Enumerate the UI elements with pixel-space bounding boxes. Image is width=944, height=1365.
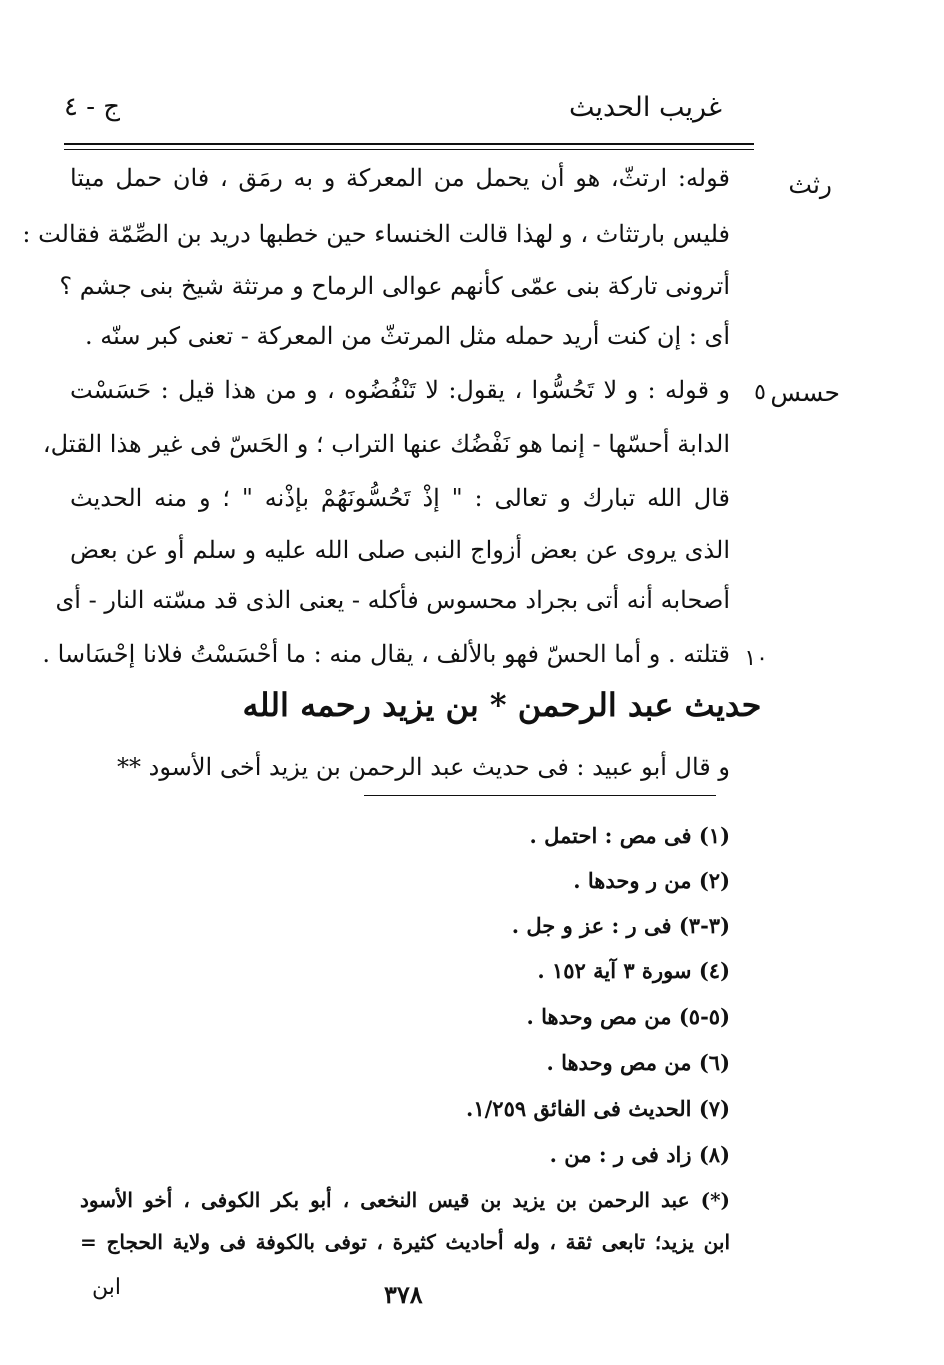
- line-number-5: ٥: [754, 380, 766, 405]
- body-line: أصحابه أنه أتى بجراد محسوس فأكله - يعنى الذى قد مسّته النار - أى: [55, 586, 730, 614]
- page-number: ٣٧٨: [384, 1280, 423, 1309]
- body-line: أترونى تاركة بنى عمّى كأنهم عوالى الرماح و مرتثة شيخ بنى جشم ؟: [59, 272, 730, 300]
- body-line: قتلته . و أما الحسّ فهو بالألف ، يقال منه : ما أحْسَسْتُ فلانا إحْسَاسا .: [42, 640, 730, 668]
- section-intro: و قال أبو عبيد : فى حديث عبد الرحمن بن يزيد أخى الأسود **: [117, 753, 730, 781]
- footnote-item: (٥-٥) من مص وحدها .: [526, 1004, 730, 1029]
- line-number-10: ١٠: [744, 646, 768, 671]
- footnote-item: (١) فى مص : احتمل .: [529, 823, 730, 848]
- footnote-star-line: (*) عبد الرحمن بن يزيد بن قيس النخعى ، أبو بكر الكوفى ، أخو الأسود: [80, 1188, 730, 1212]
- margin-entry-rathath: رثث: [788, 170, 832, 199]
- footnote-item: (٨) زاد فى ر : من .: [549, 1142, 730, 1167]
- footnote-item: (٤) سورة ٣ آية ١٥٢ .: [537, 958, 730, 983]
- footnote-item: (٣-٣) فى ر : عز و جل .: [511, 913, 730, 938]
- running-header-volume: ج - ٤: [64, 92, 121, 122]
- catchword: ابن: [92, 1275, 121, 1300]
- footnote-item: (٦) من مص وحدها .: [546, 1050, 730, 1075]
- header-rule-thin: [64, 149, 754, 150]
- margin-entry-hasas: حسس: [770, 378, 840, 407]
- footnote-item: (٢) من ر وحدها .: [573, 868, 730, 893]
- body-line: قوله: ارتثّ، هو أن يحمل من المعركة و به رمَق ، فان حمل ميتا: [70, 164, 730, 192]
- footnote-rule: [364, 795, 716, 796]
- header-rule-thick: [64, 143, 754, 145]
- footnote-star-line: ابن يزيد؛ تابعى ثقة ، وله أحاديث كثيرة ، توفى بالكوفة فى ولاية الحجاج =: [80, 1230, 730, 1254]
- section-heading: حديث عبد الرحمن * بن يزيد رحمه الله: [242, 686, 762, 724]
- body-line: الدابة أحسّها - إنما هو نَفْضُك عنها التراب ؛ و الحَسّ فى غير هذا القتل،: [42, 430, 730, 458]
- body-line: و قوله : و لا تَحُسُّوا ، يقول: لا تَنْفُضُوه ، و من هذا قيل : حَسَسْت: [70, 376, 730, 404]
- footnote-item: (٧) الحديث فى الفائق ١/٢٥٩.: [466, 1096, 730, 1121]
- body-line: أى : إن كنت أريد حمله مثل المرتثّ من المعركة - تعنى كبر سنّه .: [84, 322, 730, 350]
- running-header-title: غريب الحديث: [569, 92, 722, 123]
- body-line: فليس بارتثاث ، و لهذا قالت الخنساء حين خطبها دريد بن الصِّمّة فقالت :: [22, 220, 730, 248]
- body-line: الذى يروى عن بعض أزواج النبى صلى الله عليه و سلم أو عن بعض: [70, 536, 730, 564]
- body-line: قال الله تبارك و تعالى : " إذْ تَحُسُّونَهُمْ بإذْنه " ؛ و منه الحديث: [70, 484, 730, 512]
